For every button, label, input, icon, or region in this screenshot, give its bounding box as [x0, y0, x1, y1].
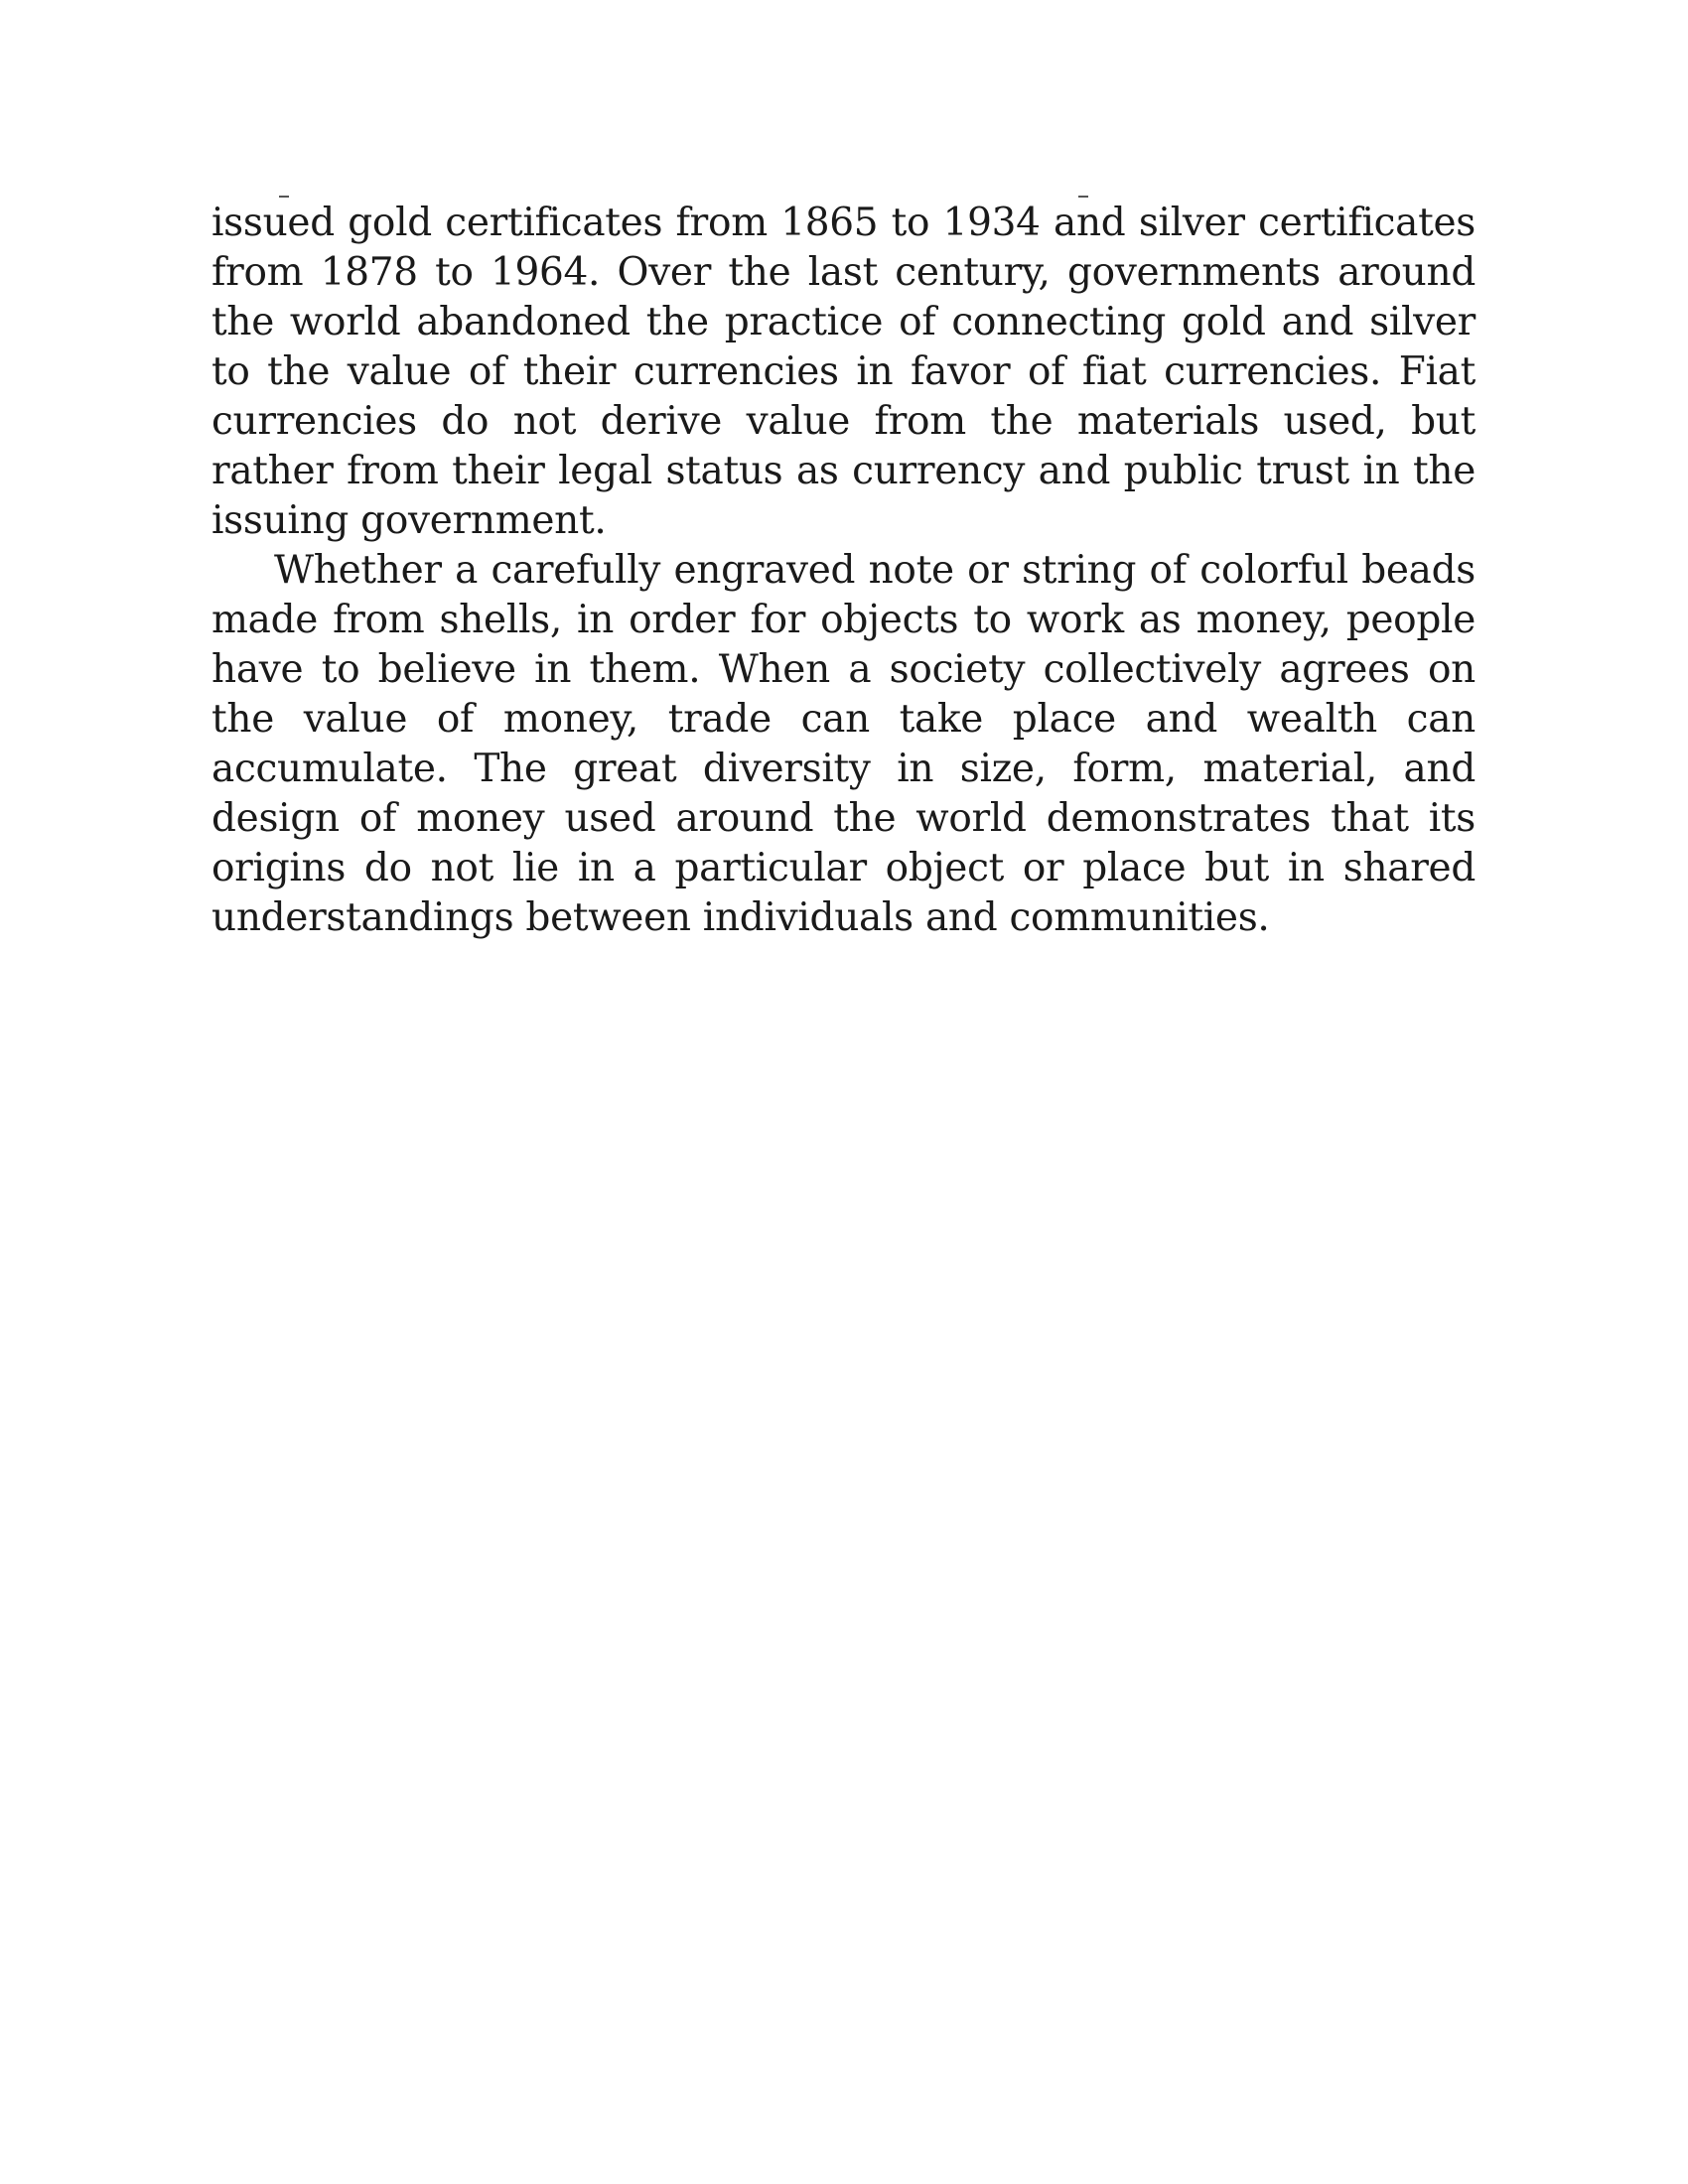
scan-artifact-mark: [1078, 196, 1088, 198]
paragraph: issued gold certificates from 1865 to 1934 and silver certificates from 1878 to 1964. Over the last century, governments around the world abandoned the practice of connecting gold and silver to the value of their currencies in favor of fiat currencies. Fiat currencies do not derive value from the materials used, but rather from their legal status as currency and public trust in the issuing government.: [211, 201, 1476, 543]
paragraph: Whether a carefully engraved note or string of colorful beads made from shells, in order for objects to work as money, people have to believe in them. When a society collectively agrees on the value of money, trade can take place and wealth can accumulate. The great diversity in size, form, material, and design of money used around the world demonstrates that its origins do not lie in a particular object or place but in shared understandings between individuals and communities.: [211, 548, 1476, 940]
body-text: [211, 199, 1476, 943]
scan-artifact-mark: [279, 196, 289, 198]
